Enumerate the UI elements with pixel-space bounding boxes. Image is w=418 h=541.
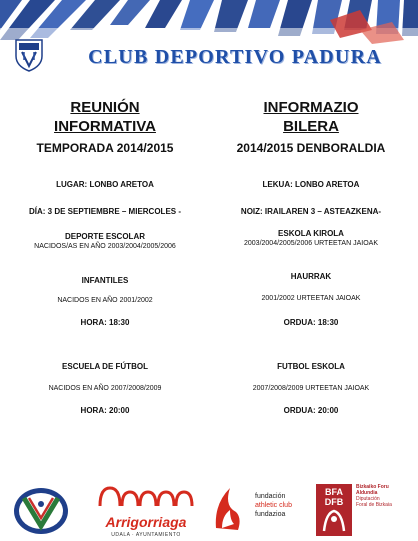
- section-infantiles-time: HORA: 18:30: [80, 318, 130, 327]
- heading-line-2: BILERA: [283, 118, 339, 135]
- arrigorriaga-logo: [96, 480, 196, 540]
- section-eskola-kirola-detail: 2003/2004/2005/2006 URTEETAN JAIOAK: [244, 240, 378, 247]
- section-futbol-eskola-detail: 2007/2008/2009 URTEETAN JAIOAK: [252, 385, 370, 392]
- basque-column: [211, 98, 411, 155]
- section-escuela-futbol-detail: NACIDOS EN AÑO 2007/2008/2009: [48, 385, 162, 392]
- date-text: NOIZ: IRAILAREN 3 – ASTEAZKENA-: [240, 207, 382, 216]
- arrigorriaga-name: Arrigorriaga: [105, 514, 187, 530]
- page-title: CLUB DEPORTIVO PADURA: [88, 46, 382, 68]
- athletic-foundation-text: [255, 492, 315, 519]
- arrigorriaga-sub: UDALA · AYUNTAMIENTO: [111, 532, 181, 538]
- section-futbol-eskola: FUTBOL ESKOLA: [277, 362, 345, 371]
- section-infantiles-detail: NACIDOS EN AÑO 2001/2002: [57, 297, 153, 304]
- section-deporte-escolar: DEPORTE ESCOLAR: [64, 232, 145, 241]
- section-haurrak-detail: 2001/2002 URTEETAN JAIOAK: [261, 295, 361, 302]
- sponsor-logos: [0, 476, 418, 540]
- place-text: LUGAR: LONBO ARETOA: [56, 180, 154, 189]
- bfa-line-2: DFB: [324, 497, 344, 507]
- bfa-figure-icon: [316, 507, 352, 533]
- bfa-text: [356, 484, 414, 508]
- bfa-line-1: BFA: [325, 487, 343, 497]
- place-text: LEKUA: LONBO ARETOA: [262, 180, 360, 189]
- athletic-line-1: fundación: [255, 493, 286, 500]
- bfa-logo: [316, 484, 352, 536]
- section-escuela-futbol: ESCUELA DE FÚTBOL: [62, 362, 148, 371]
- section-haurrak: HAURRAK: [290, 272, 332, 281]
- heading-line-2: INFORMATIVA: [54, 118, 156, 135]
- bfa-text-2: Aldundia: [356, 490, 378, 496]
- bfa-text-4: Foral de Bizkaia: [356, 502, 392, 508]
- bfa-text-3: Diputación: [356, 496, 380, 502]
- section-deporte-escolar-detail: NACIDOS/AS EN AÑO 2003/2004/2005/2006: [34, 243, 176, 250]
- athletic-flame-icon: [212, 484, 244, 534]
- athletic-line-3: fundazioa: [255, 511, 286, 518]
- section-eskola-kirola: ESKOLA KIROLA: [278, 229, 344, 238]
- club-badge-logo: [12, 486, 70, 536]
- athletic-line-2: athletic club: [255, 502, 292, 509]
- club-crest-icon: [14, 38, 44, 72]
- season-label: TEMPORADA 2014/2015: [36, 141, 174, 155]
- season-label: 2014/2015 DENBORALDIA: [236, 141, 386, 155]
- section-escuela-futbol-time: HORA: 20:00: [80, 406, 130, 415]
- bfa-text-1: Bizkaiko Foru: [356, 484, 389, 490]
- spanish-column: [5, 98, 205, 155]
- date-text: DÍA: 3 DE SEPTIEMBRE – MIERCOLES -: [28, 207, 182, 216]
- heading-line-1: REUNIÓN: [70, 99, 140, 116]
- section-futbol-eskola-time: ORDUA: 20:00: [283, 406, 339, 415]
- section-infantiles: INFANTILES: [81, 276, 129, 285]
- heading-line-1: INFORMAZIO: [263, 99, 359, 116]
- section-haurrak-time: ORDUA: 18:30: [283, 318, 339, 327]
